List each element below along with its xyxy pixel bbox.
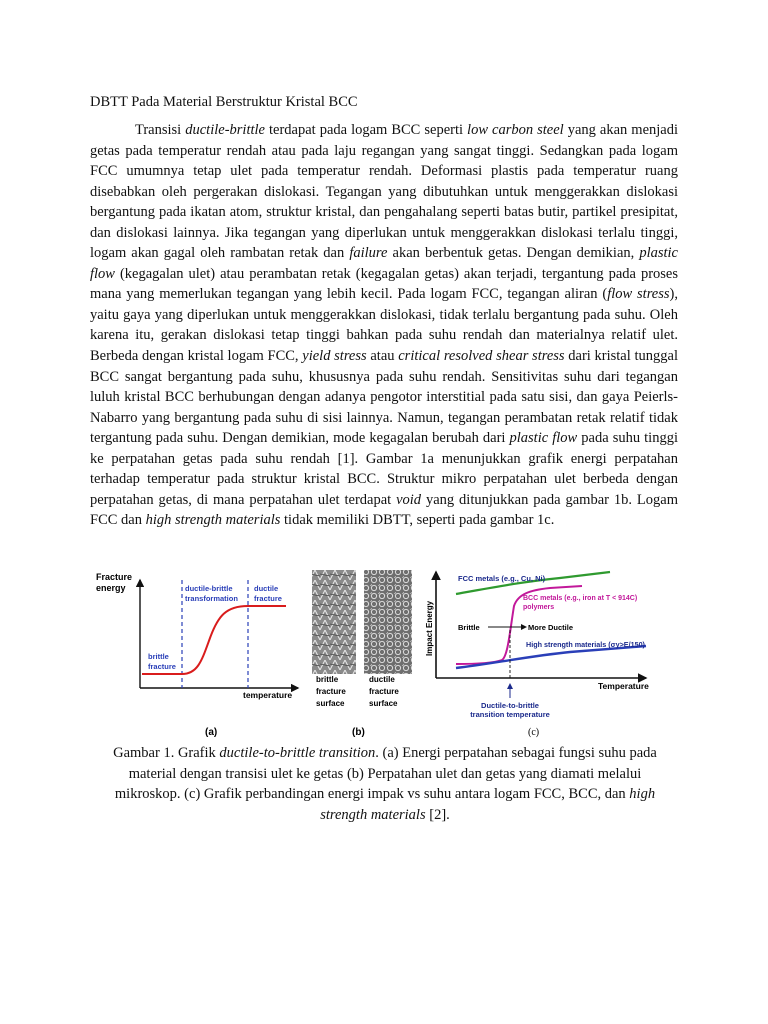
body-segment: terdapat pada logam BCC seperti <box>264 122 468 138</box>
body-segment: ductile-brittle <box>185 122 265 138</box>
panel-a-ylabel-2: energy <box>96 583 126 593</box>
caption-segment: [2]. <box>425 806 450 823</box>
panel-b-tag: (b) <box>352 727 365 738</box>
ductile-fracture-micrograph <box>364 570 412 674</box>
panel-a-ductile-1: ductile <box>254 584 279 593</box>
body-segment: (kegagalan ulet) atau perambatan retak (kegagalan getas) akan terjadi, tergantung pada proses mana yang memerlukan tegangan yang lebih kecil. Pada logam FCC, tegangan aliran ( <box>90 265 678 303</box>
panel-b <box>312 570 412 738</box>
body-segment: Transisi <box>135 122 186 138</box>
figure-caption <box>98 743 672 825</box>
panel-c-tag: (c) <box>528 727 540 738</box>
body-segment: dari kristal tunggal BCC sangat bergantung pada suhu, khususnya pada suhu rendah. Sensitivitas suhu dari tegangan luluh kristal BCC berhubungan dengan adanya pengotor interstitial pada satu sisi, dan gaya Peierls-Nabarro yang bergantung pada suhu di sisi lainnya. Namun, tegangan perambatan retak relatif tidak tergantung pada suhu. Dengan demikian, mode kegagalan berubah dari <box>90 348 678 447</box>
brittle-label: Brittle <box>458 623 480 632</box>
caption-segment: ductile-to-brittle transition <box>219 745 376 761</box>
body-segment: high strength materials <box>145 512 281 529</box>
panel-b-brittle-2: fracture <box>316 687 346 696</box>
body-segment: void <box>396 491 422 508</box>
panel-a-tag: (a) <box>205 727 218 738</box>
section-heading: DBTT Pada Material Berstruktur Kristal BCC <box>90 94 358 110</box>
body-segment: atau <box>366 348 399 365</box>
panel-b-brittle-1: brittle <box>316 675 339 684</box>
panel-b-brittle-3: surface <box>316 699 345 708</box>
body-segment: yang ditunjukkan pada gambar 1b. Logam FCC dan <box>90 491 678 529</box>
more-ductile-label: More Ductile <box>528 623 574 632</box>
body-segment: ), yaitu gaya yang diperlukan untuk menggerakkan dislokasi, tidak terlalu bergantung pada suhu. Oleh karena itu, gerakan dislokasi tetap tinggi bahkan pada suhu rendah dan materialnya relatif ulet. Berbeda dengan kristal logam FCC, <box>90 286 678 365</box>
body-segment: pada suhu tinggi ke perpatahan getas pada suhu rendah [1]. Gambar 1a menunjukkan grafik energi perpatahan terhadap temperatur pada struktur kristal BCC. Struktur mikro perpatahan ulet berbeda dengan perpatahan getas, di mana perpatahan ulet terdapat <box>90 430 678 508</box>
panel-a-ylabel-1: Fracture <box>96 572 133 582</box>
bcc-label-1: BCC metals (e.g., iron at T < 914C) <box>523 595 638 602</box>
panel-b-ductile-2: fracture <box>369 687 399 696</box>
body-paragraph <box>90 120 678 531</box>
body-segment: flow stress <box>607 286 670 303</box>
body-segment: plastic flow <box>509 430 578 447</box>
panel-a-xlabel: temperature <box>243 690 293 700</box>
hsm-label: High strength materials (σy>E/150) <box>526 640 645 649</box>
body-segment: low carbon steel <box>467 122 564 138</box>
panel-b-ductile-1: ductile <box>369 675 395 684</box>
body-segment: akan berbentuk getas. Dengan demikian, <box>387 245 640 262</box>
caption-segment: Gambar 1. Grafik <box>113 745 220 761</box>
body-segment: plastic flow <box>90 245 678 282</box>
body-segment: tidak memiliki DBTT, seperti pada gambar 1c. <box>280 512 555 529</box>
bcc-label-2: polymers <box>523 604 555 611</box>
panel-c-xlabel: Temperature <box>598 681 649 691</box>
caption-segment: . (a) Energi perpatahan sebagai fungsi suhu pada material dengan transisi ulet ke getas (b) Perpatahan ulet dan getas yang diamati melalui mikroskop. (c) Grafik perbandingan energi impak vs suhu antara logam FCC, BCC, dan <box>114 745 657 802</box>
body-segment: critical resolved shear stress <box>398 348 565 365</box>
panel-a-brittle-1: brittle <box>148 652 169 661</box>
fcc-label: FCC metals (e.g., Cu, Ni) <box>458 574 546 583</box>
body-segment: yield stress <box>302 348 367 365</box>
panel-a-brittle-2: fracture <box>148 662 176 671</box>
dbtt-label-2: transition temperature <box>470 710 550 719</box>
panel-c <box>425 572 649 738</box>
brittle-fracture-micrograph <box>312 570 356 674</box>
figure-1 <box>90 560 678 740</box>
panel-a-ductile-2: fracture <box>254 594 282 603</box>
body-segment: failure <box>349 245 388 262</box>
panel-a <box>96 572 298 738</box>
figure-1-graphic <box>90 560 678 740</box>
hsm-curve <box>456 646 646 668</box>
panel-b-ductile-3: surface <box>369 699 398 708</box>
body-segment: yang akan menjadi getas pada temperatur rendah atau pada laju regangan yang sangat tinggi. Sedangkan pada logam FCC umumnya tetap ulet pada temperatur rendah. Deformasi plastis pada temperatur ruang disebabkan oleh pergerakan dislokasi. Tegangan yang dibutuhkan untuk menggerakkan dislokasi bergantung pada ikatan atom, struktur kristal, dan pengahalang seperti batas butir, partikel presipitat, dan dislokasi lainnya. Jika tegangan yang diperlukan untuk menggerakkan dislokasi terlalu tinggi, logam akan gagal oleh rambatan retak dan <box>90 122 678 262</box>
panel-c-ylabel: Impact Energy <box>425 600 434 656</box>
panel-a-transform-1: ductile-brittle <box>185 584 233 593</box>
caption-segment: high strength materials <box>320 786 656 823</box>
dbtt-label-1: Ductile-to-brittle <box>481 701 539 710</box>
panel-a-transform-2: transformation <box>185 594 238 603</box>
